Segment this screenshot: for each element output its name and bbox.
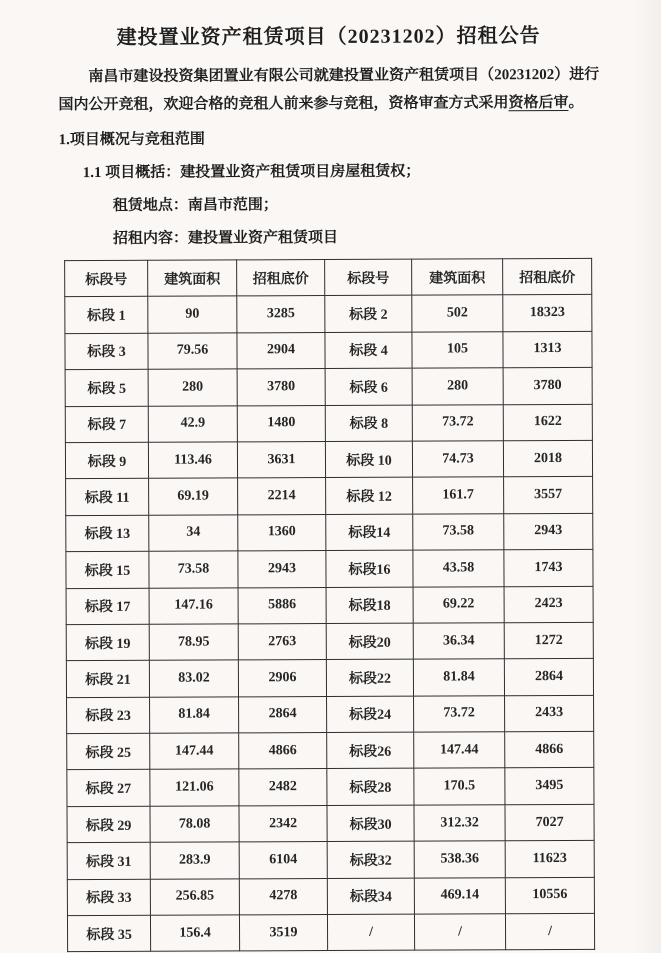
table-cell: 2763 — [238, 623, 326, 660]
table-cell: 标段 4 — [325, 332, 412, 369]
table-cell: 标段 29 — [67, 806, 150, 843]
table-cell: 280 — [412, 368, 503, 405]
table-cell: 170.5 — [414, 768, 505, 805]
table-cell: 256.85 — [150, 879, 239, 916]
table-row — [66, 513, 593, 552]
table-cell: 1622 — [503, 404, 592, 441]
table-cell: 1743 — [504, 549, 593, 586]
table-cell: 3519 — [239, 915, 327, 952]
table-row — [67, 804, 594, 843]
table-cell: 2864 — [504, 659, 593, 696]
table-cell: 1272 — [504, 622, 593, 659]
table-cell: 3495 — [505, 768, 594, 805]
table-row — [65, 295, 592, 334]
table-cell: 标段 6 — [325, 368, 412, 405]
table-cell: / — [505, 913, 594, 950]
item-lease-location-value: 南昌市范围； — [187, 197, 278, 214]
item-lease-content — [59, 225, 600, 251]
table-cell: 280 — [148, 369, 237, 406]
table-cell: 4866 — [505, 731, 594, 768]
table-cell: 18323 — [503, 295, 592, 332]
table-cell: 标段 33 — [67, 879, 150, 916]
table-cell: 69.19 — [149, 478, 238, 515]
table-cell: 2018 — [503, 440, 592, 477]
item-lease-content-label: 招租内容： — [112, 230, 189, 247]
table-cell: 312.32 — [414, 805, 505, 842]
table-cell: 标段26 — [327, 732, 414, 769]
table-row — [66, 477, 593, 516]
table-cell: 标段 1 — [65, 297, 148, 334]
table-cell: / — [327, 914, 414, 951]
table-cell: 标段 10 — [325, 441, 412, 478]
table-cell: 标段 25 — [67, 733, 150, 770]
table-cell: 6104 — [239, 842, 327, 879]
table-cell: 标段30 — [327, 805, 414, 842]
table-row — [66, 659, 593, 698]
table-cell: 2864 — [239, 696, 327, 733]
table-cell: 标段 35 — [67, 915, 150, 952]
table-cell: 2433 — [505, 695, 594, 732]
table-cell: 79.56 — [148, 333, 237, 370]
table-cell: 147.44 — [150, 733, 239, 770]
item-project-overview — [59, 159, 600, 185]
table-cell: 156.4 — [150, 915, 239, 952]
table-cell: 161.7 — [413, 477, 504, 514]
table-cell: 147.16 — [149, 587, 238, 624]
table-row — [67, 877, 594, 916]
table-cell: 标段 7 — [65, 406, 148, 443]
table-cell: 43.58 — [413, 550, 504, 587]
table-row — [66, 549, 593, 588]
table-cell: 73.58 — [149, 551, 238, 588]
table-cell: 标段 11 — [66, 479, 149, 516]
intro-underlined-term: 资格后审 — [508, 94, 569, 112]
column-header-building-area: 建筑面积 — [148, 260, 237, 297]
table-cell: 标段 15 — [66, 551, 149, 588]
table-cell: 147.44 — [414, 732, 505, 769]
table-cell: 标段 9 — [65, 442, 148, 479]
table-cell: 标段16 — [326, 550, 413, 587]
table-cell: 标段18 — [326, 587, 413, 624]
table-cell: 标段 19 — [66, 624, 149, 661]
page-title: 建投置业资产租赁项目（20231202）招租公告 — [116, 25, 541, 49]
table-cell: 7027 — [505, 804, 594, 841]
column-header-section-no: 标段号 — [65, 260, 148, 297]
table-row — [65, 368, 592, 407]
item-project-overview-label: 1.1 项目概括： — [82, 164, 181, 182]
intro-period: 。 — [568, 94, 584, 111]
table-row — [67, 731, 594, 770]
table-cell: 标段 3 — [65, 333, 148, 370]
table-cell: 标段 17 — [66, 588, 149, 625]
intro-paragraph — [58, 61, 599, 119]
table-cell: 标段20 — [326, 623, 413, 660]
table-cell: 10556 — [505, 877, 594, 914]
table-cell: 73.72 — [412, 404, 503, 441]
item-project-overview-value: 建投置业资产租赁项目房屋租赁权； — [180, 163, 421, 181]
table-row — [67, 768, 594, 807]
table-cell: 283.9 — [150, 842, 239, 879]
intro-text: 南昌市建设投资集团置业有限公司就建投置业资产租赁项目（20231202）进行国内公开竞租，欢迎合格的竞租人前来参与竞租，资格审查方式采用 — [58, 66, 600, 114]
column-header-base-price: 招租底价 — [503, 258, 592, 295]
table-cell: 标段 21 — [66, 661, 149, 698]
table-cell: 标段 13 — [66, 515, 149, 552]
table-cell: 标段22 — [326, 659, 413, 696]
table-row — [66, 586, 593, 625]
table-cell: 2482 — [239, 769, 327, 806]
table-cell: 标段 23 — [67, 697, 150, 734]
table-cell: 3780 — [237, 369, 325, 406]
table-cell: 73.58 — [413, 513, 504, 550]
table-cell: 1360 — [238, 514, 326, 551]
table-cell: 69.22 — [413, 586, 504, 623]
table-cell: 4866 — [239, 733, 327, 770]
table-cell: 标段 12 — [326, 477, 413, 514]
table-cell: 标段 31 — [67, 843, 150, 880]
table-cell: 538.36 — [414, 841, 505, 878]
table-cell: 2342 — [239, 805, 327, 842]
table-cell: 2214 — [238, 478, 326, 515]
table-cell: 5886 — [238, 587, 326, 624]
table-cell: 1480 — [237, 405, 325, 442]
column-header-base-price: 招租底价 — [237, 260, 325, 297]
table-cell: 2943 — [238, 551, 326, 588]
table-row — [67, 695, 594, 734]
table-cell: 标段24 — [327, 696, 414, 733]
table-cell: 标段28 — [327, 769, 414, 806]
table-header-row — [65, 258, 592, 297]
bid-sections-table — [64, 258, 595, 953]
table-cell: 标段34 — [327, 878, 414, 915]
table-cell: 81.84 — [413, 659, 504, 696]
table-cell: 2906 — [238, 660, 326, 697]
table-cell: / — [414, 914, 505, 951]
item-lease-content-value: 建投置业资产租赁项目 — [187, 229, 339, 247]
table-cell: 2943 — [504, 513, 593, 550]
table-cell: 36.34 — [413, 623, 504, 660]
table-cell: 90 — [148, 296, 237, 333]
table-row — [66, 622, 593, 661]
item-lease-location — [59, 192, 600, 218]
table-cell: 42.9 — [148, 405, 237, 442]
table-cell: 73.72 — [414, 695, 505, 732]
column-header-section-no: 标段号 — [325, 259, 412, 296]
item-lease-location-label: 租赁地点： — [112, 197, 188, 214]
table-cell: 469.14 — [414, 877, 505, 914]
table-cell: 2904 — [237, 332, 325, 369]
table-cell: 标段 8 — [325, 405, 412, 442]
table-cell: 标段 27 — [67, 770, 150, 807]
table-cell: 标段 2 — [325, 296, 412, 333]
table-cell: 34 — [149, 515, 238, 552]
table-row — [67, 841, 594, 880]
table-cell: 标段32 — [327, 841, 414, 878]
table-cell: 3557 — [504, 477, 593, 514]
table-cell: 3631 — [237, 441, 325, 478]
table-cell: 81.84 — [150, 697, 239, 734]
table-row — [65, 440, 592, 479]
table-row — [65, 404, 592, 443]
table-cell: 78.95 — [149, 624, 238, 661]
table-cell: 2423 — [504, 586, 593, 623]
table-cell: 4278 — [239, 878, 327, 915]
table-cell: 3285 — [237, 296, 325, 333]
section-heading: 1.项目概况与竞租范围 — [58, 131, 205, 149]
table-cell: 11623 — [505, 841, 594, 878]
table-row — [65, 331, 592, 370]
table-cell: 3780 — [503, 368, 592, 405]
table-cell: 标段14 — [326, 514, 413, 551]
table-cell: 标段 5 — [65, 369, 148, 406]
table-cell: 502 — [412, 295, 503, 332]
table-cell: 83.02 — [149, 660, 238, 697]
column-header-building-area: 建筑面积 — [412, 259, 503, 296]
table-cell: 1313 — [503, 331, 592, 368]
table-cell: 105 — [412, 332, 503, 369]
table-row — [67, 913, 594, 952]
table-cell: 113.46 — [148, 442, 237, 479]
table-cell: 121.06 — [150, 769, 239, 806]
table-cell: 74.73 — [412, 441, 503, 478]
table-cell: 78.08 — [150, 806, 239, 843]
table-body — [65, 295, 595, 952]
